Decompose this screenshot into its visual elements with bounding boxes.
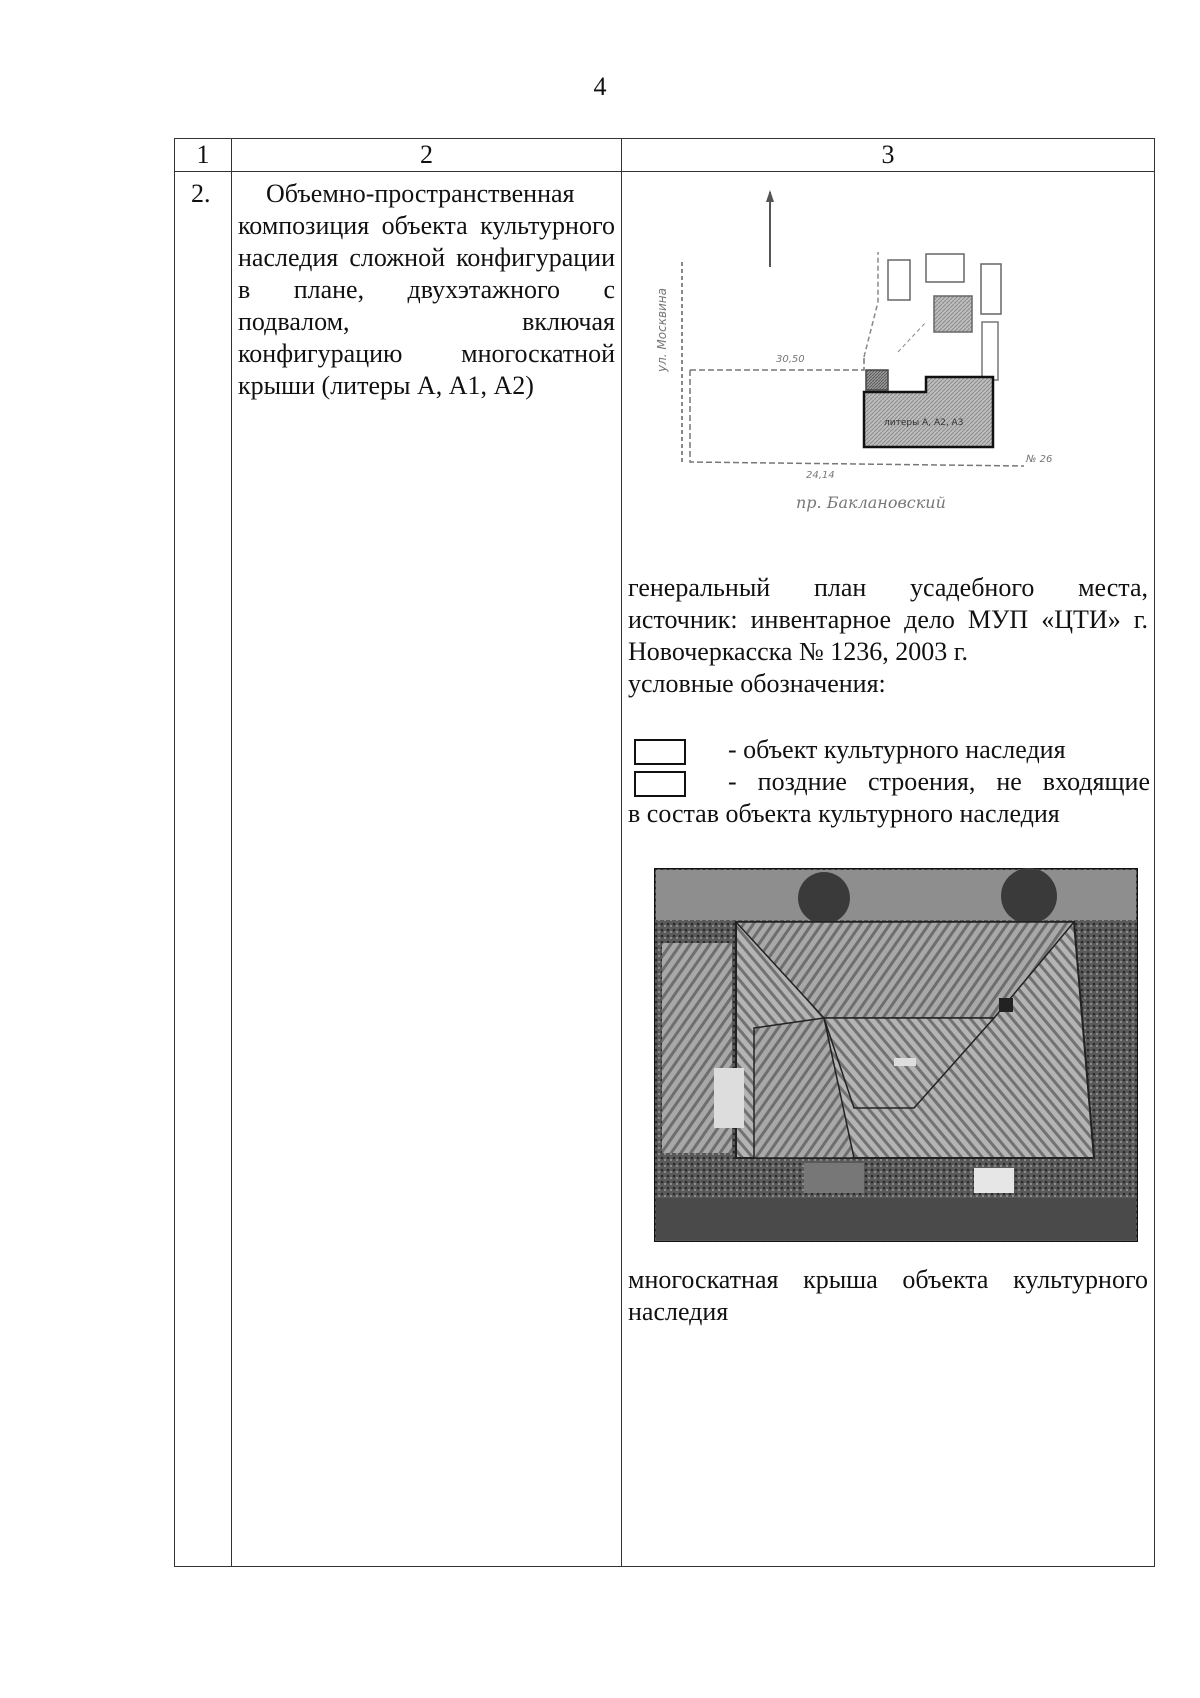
legend-text-heritage: - объект культурного наследия	[728, 735, 1066, 764]
legend-swatch-heritage	[634, 739, 686, 765]
legend-item-later	[626, 766, 1150, 798]
plan-dim-bottom: 24,14	[806, 470, 835, 481]
header-col-1: 1	[175, 139, 232, 172]
page-number: 4	[593, 72, 607, 101]
plan-dim-top: 30,50	[776, 354, 805, 365]
plan-avenue-label: пр. Баклановский	[796, 493, 946, 512]
row-number: 2.	[175, 172, 232, 1567]
row-description: Объемно-пространственная композиция объекта культурного наследия сложной конфигурации в плане, двухэтажного с подвалом, включая конфигурацию многоскатной крыши (литеры А, А1, А2)	[238, 179, 615, 400]
photo-caption: многоскатная крыша объекта культурного наследия	[628, 1265, 1148, 1326]
row-description-cell	[232, 172, 622, 1567]
legend-title: условные обозначения:	[628, 669, 886, 698]
heritage-table	[174, 138, 1155, 1567]
legend-swatch-later	[634, 771, 686, 797]
header-col-3: 3	[622, 139, 1155, 172]
legend-item-heritage	[626, 734, 1150, 766]
table-row	[175, 172, 1155, 1567]
row-illustration-cell	[622, 172, 1155, 1567]
roof-photo-image	[654, 868, 1138, 1242]
plan-number: № 26	[1026, 454, 1053, 465]
roof-aerial-photo	[654, 868, 1138, 1242]
site-plan-drawing	[626, 172, 1149, 572]
legend-text-later-continuation: в состав объекта культурного наследия	[628, 799, 1060, 828]
plan-later-building	[866, 370, 888, 390]
site-plan	[626, 172, 1150, 572]
plan-building-label: литеры А, А2, А3	[884, 418, 964, 428]
legend-text-later: - поздние строения, не входящие	[728, 767, 1150, 796]
header-col-2: 2	[232, 139, 622, 172]
plan-street-label: ул. Москвина	[655, 287, 669, 372]
table-header-row	[175, 139, 1155, 172]
plan-caption: генеральный план усадебного места, источник: инвентарное дело МУП «ЦТИ» г. Новочеркасска № 1236, 2003 г.	[628, 573, 1148, 666]
